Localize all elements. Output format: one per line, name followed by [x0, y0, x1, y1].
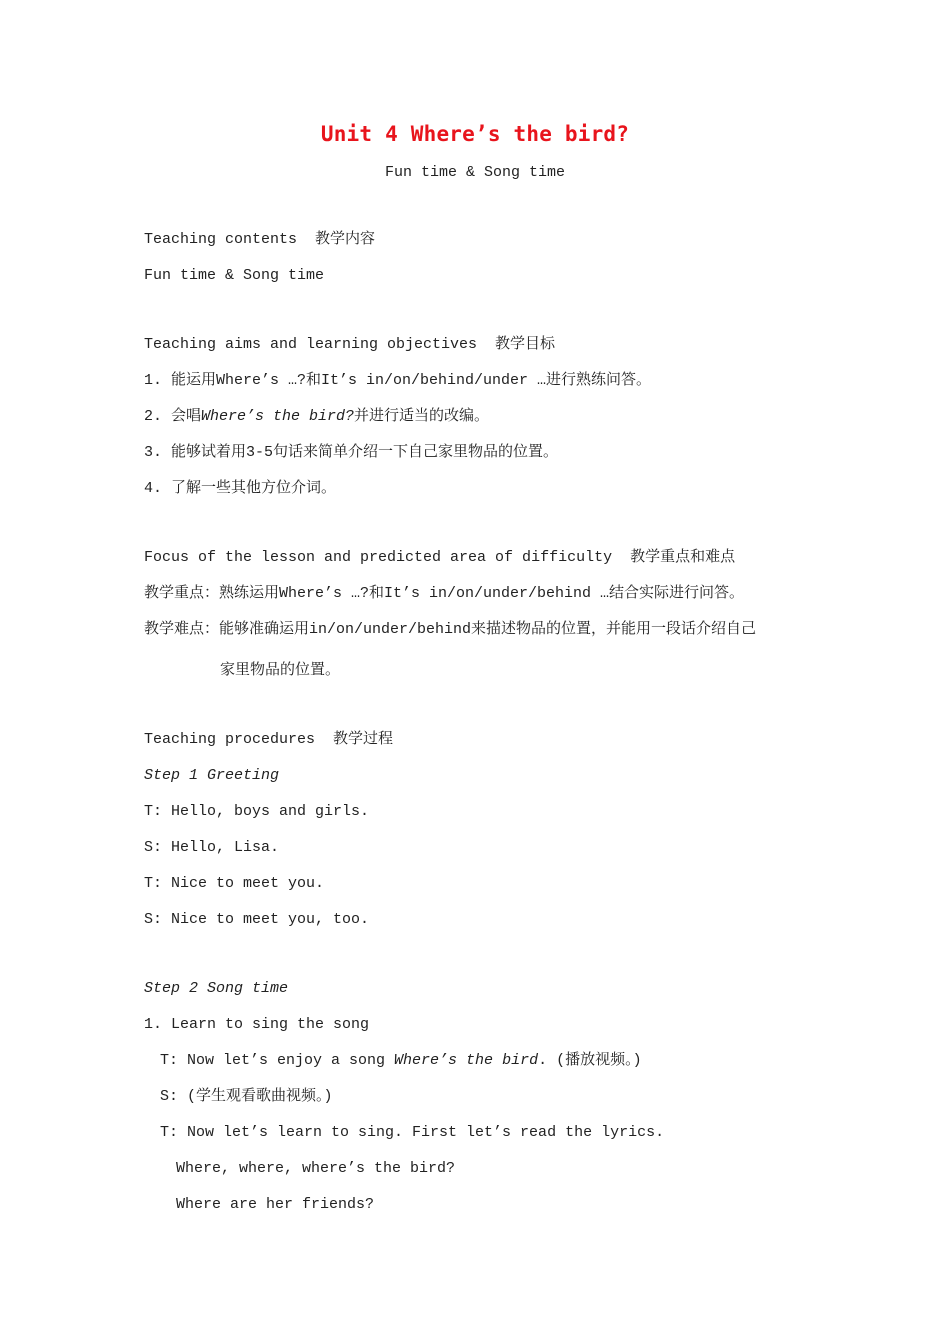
focus-heading: Focus of the lesson and predicted area of difficulty 教学重点和难点 — [144, 549, 736, 566]
aims-item-2 — [144, 407, 489, 427]
step2-student-line-1: S: (学生观看歌曲视频。) — [160, 1088, 333, 1105]
song-title-italic: Where’s the bird? — [201, 408, 355, 425]
focus-difficulty-line-1: 教学难点：能够准确运用in/on/under/behind来描述物品的位置，并能用一段话介绍自己 — [144, 621, 757, 638]
step2-title: Step 2 Song time — [144, 980, 289, 997]
step1-line-1: T: Hello, boys and girls. — [144, 803, 370, 820]
focus-key-point: 教学重点：熟练运用Where’s …?和It’s in/on/under/behind …结合实际进行问答。 — [144, 585, 745, 602]
step1-title: Step 1 Greeting — [144, 767, 280, 784]
page-subtitle: Fun time & Song time — [384, 164, 566, 181]
teacher-line-1-suffix: . (播放视频。) — [538, 1052, 642, 1069]
step1-line-3: T: Nice to meet you. — [144, 875, 325, 892]
lyric-line-2: Where are her friends? — [176, 1196, 375, 1213]
step2-teacher-line-2: T: Now let’s learn to sing. First let’s read the lyrics. — [160, 1124, 665, 1141]
step1-line-2: S: Hello, Lisa. — [144, 839, 280, 856]
contents-body: Fun time & Song time — [144, 267, 325, 284]
aims-item-2-prefix: 2. 会唱 — [144, 408, 202, 425]
focus-difficulty-line-2: 家里物品的位置。 — [220, 662, 341, 679]
aims-item-4: 4. 了解一些其他方位介词。 — [144, 480, 337, 497]
aims-item-2-suffix: 并进行适当的改编。 — [354, 408, 490, 425]
lyric-line-1: Where, where, where’s the bird? — [176, 1160, 456, 1177]
aims-heading: Teaching aims and learning objectives 教学目标 — [144, 336, 556, 353]
aims-item-3: 3. 能够试着用3-5句话来简单介绍一下自己家里物品的位置。 — [144, 444, 559, 461]
teacher-line-1-prefix: T: Now let’s enjoy a song — [160, 1052, 395, 1069]
page-title: Unit 4 Where’s the bird? — [320, 122, 630, 146]
step2-item-1: 1. Learn to sing the song — [144, 1016, 370, 1033]
song-name-italic: Where’s the bird — [394, 1052, 539, 1069]
contents-heading: Teaching contents 教学内容 — [144, 231, 376, 248]
step1-line-4: S: Nice to meet you, too. — [144, 911, 370, 928]
procedures-heading: Teaching procedures 教学过程 — [144, 731, 394, 748]
step2-teacher-line-1 — [160, 1051, 642, 1071]
aims-item-1: 1. 能运用Where’s …?和It’s in/on/behind/under …进行熟练问答。 — [144, 372, 652, 389]
